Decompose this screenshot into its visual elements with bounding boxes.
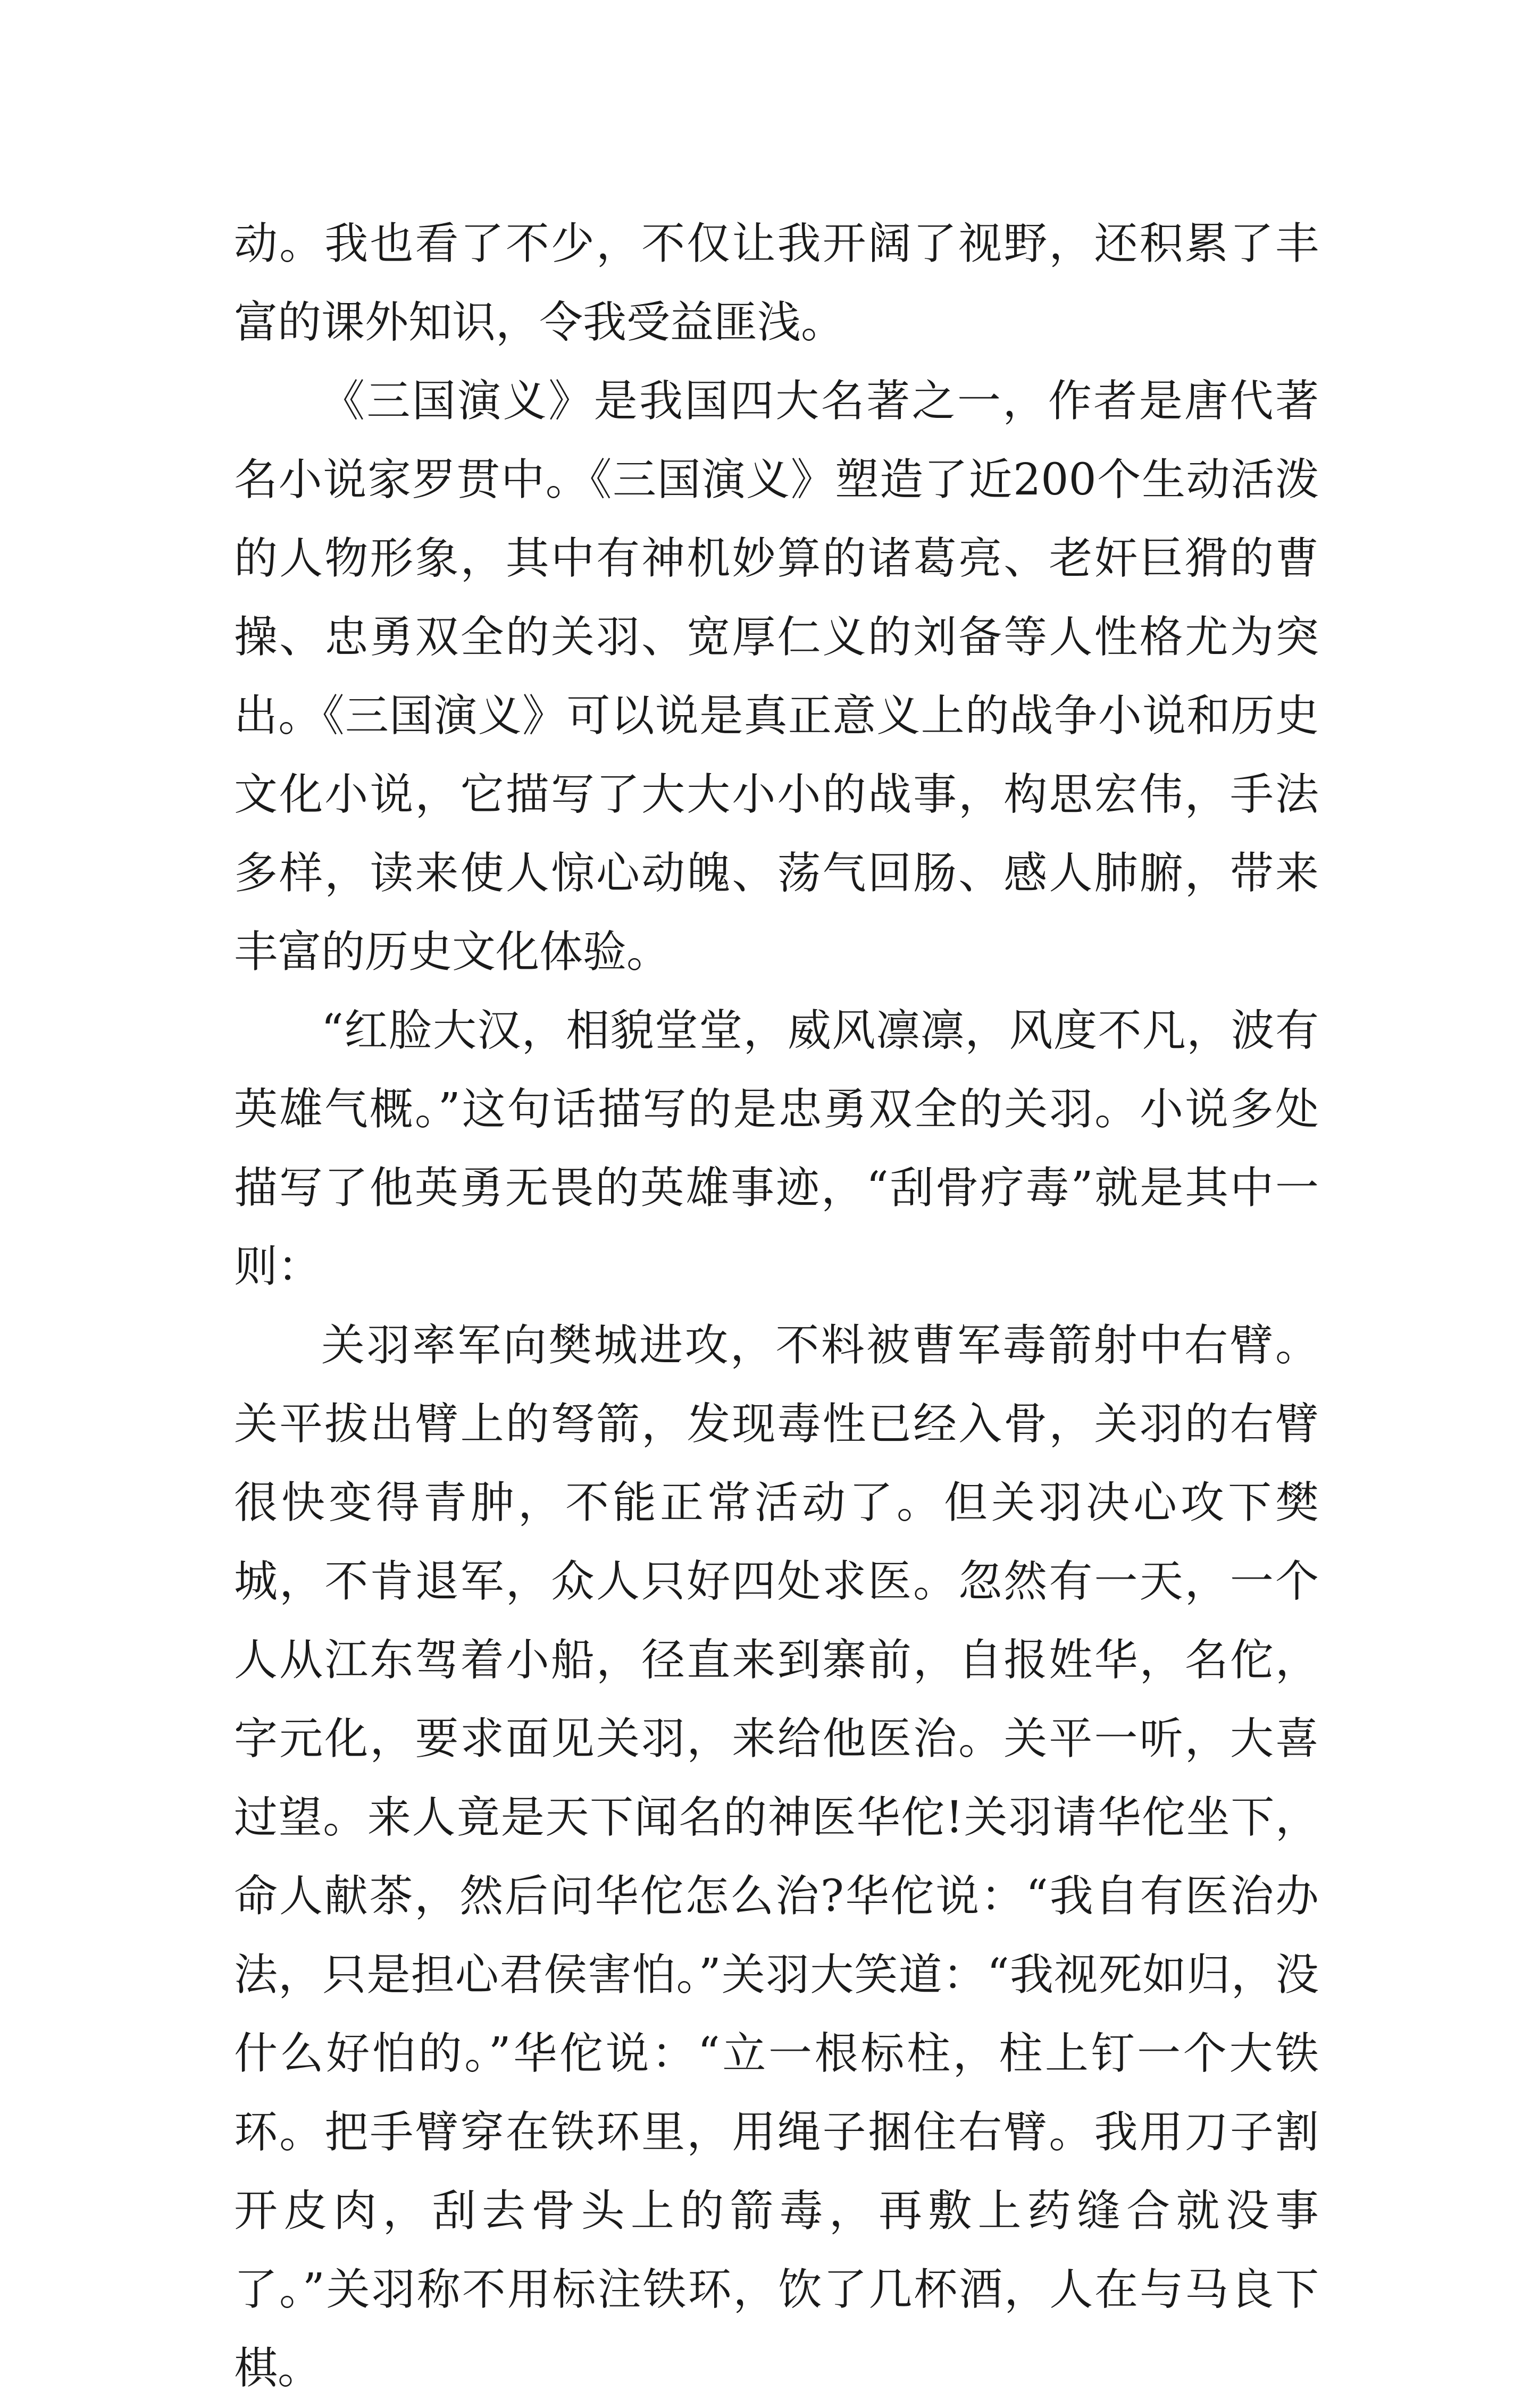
paragraph-continued: 动。我也看了不少，不仅让我开阔了视野，还积累了丰富的课外知识，令我受益匪浅。: [234, 219, 1319, 348]
paragraph-guan-yu-quote: “红脸大汉，相貌堂堂，威风凛凛，风度不凡，波有英雄气概。”这句话描写的是忠勇双全的关羽。小说多处描写了他英勇无畏的英雄事迹，“刮骨疗毒”就是其中一则：: [234, 1005, 1319, 1292]
paragraph-book-intro: 《三国演义》是我国四大名著之一，作者是唐代著名小说家罗贯中。《三国演义》塑造了近200个生动活泼的人物形象，其中有神机妙算的诸葛亮、老奸巨猾的曹操、忠勇双全的关羽、宽厚仁义的刘备等人性格尤为突出。《三国演义》可以说是真正意义上的战争小说和历史文化小说，它描写了大大小小的战事，构思宏伟，手法多样，读来使人惊心动魄、荡气回肠、感人肺腑，带来丰富的历史文化体验。: [234, 376, 1319, 977]
paragraph-bone-scraping-story: 关羽率军向樊城进攻，不料被曹军毒箭射中右臂。关平拔出臂上的弩箭，发现毒性已经入骨，关羽的右臂很快变得青肿，不能正常活动了。但关羽决心攻下樊城，不肯退军，众人只好四处求医。忽然有一天，一个人从江东驾着小船，径直来到寨前，自报姓华，名佗，字元化，要求面见关羽，来给他医治。关平一听，大喜过望。来人竟是天下闻名的神医华佗!关羽请华佗坐下，命人献茶，然后问华佗怎么治?华佗说：“我自有医治办法，只是担心君侯害怕。”关羽大笑道：“我视死如归，没什么好怕的。”华佗说：“立一根标柱，柱上钉一个大铁环。把手臂穿在铁环里，用绳子捆住右臂。我用刀子割开皮肉，刮去骨头上的箭毒，再敷上药缝合就没事了。”关羽称不用标注铁环，饮了几杯酒，人在与马良下棋。: [234, 1320, 1319, 2394]
body-text: [234, 205, 1319, 2408]
